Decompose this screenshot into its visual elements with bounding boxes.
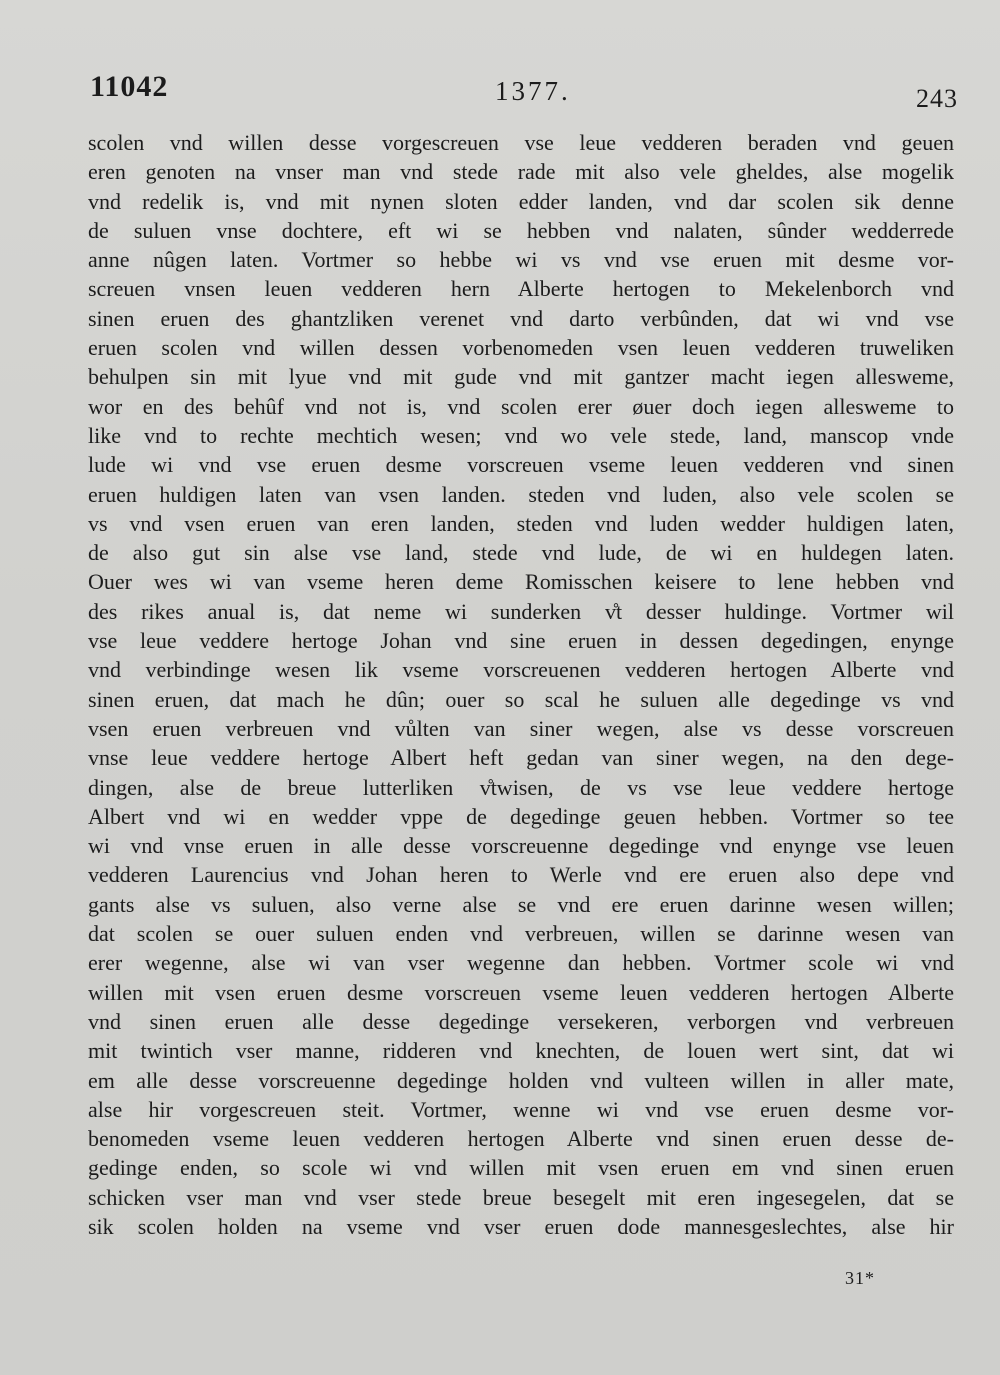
text-line: wi vnd vnse eruen in alle desse vorscreuenne degedinge vnd enynge vse leuen — [88, 833, 954, 859]
page-number: 243 — [916, 84, 958, 113]
text-line: sinen eruen, dat mach he dûn; ouer so scal he suluen alle degedinge vs vnd — [88, 686, 954, 712]
text-line: vnse leue veddere hertoge Albert heft gedan van siner wegen, na den dege- — [88, 745, 954, 771]
document-number: 11042 — [90, 70, 169, 103]
text-line: dingen, alse de breue lutterliken v̊twisen, de vs vse leue veddere hertoge — [88, 774, 954, 800]
text-line: em alle desse vorscreuenne degedinge holden vnd vulteen willen in aller mate, — [88, 1067, 954, 1093]
text-line: dat scolen se ouer suluen enden vnd verbreuen, willen se darinne wesen van — [88, 921, 954, 947]
text-line: vedderen Laurencius vnd Johan heren to Werle vnd ere eruen also depe vnd — [88, 862, 954, 888]
text-line: erer wegenne, alse wi van vser wegenne dan hebben. Vortmer scole wi vnd — [88, 950, 954, 976]
text-line: vnd sinen eruen alle desse degedinge versekeren, verborgen vnd verbreuen — [88, 1008, 954, 1034]
text-line: vnd verbindinge wesen lik vseme vorscreuenen vedderen hertogen Alberte vnd — [88, 657, 954, 683]
text-line: vnd redelik is, vnd mit nynen sloten edder landen, vnd dar scolen sik denne — [88, 188, 954, 214]
text-line: eruen huldigen laten van vsen landen. steden vnd luden, also vele scolen se — [88, 481, 954, 507]
text-line: sinen eruen des ghantzliken verenet vnd darto verbûnden, dat wi vnd vse — [88, 305, 954, 331]
text-line: screuen vnsen leuen vedderen hern Alberte hertogen to Mekelenborch vnd — [88, 276, 954, 302]
text-line: vse leue veddere hertoge Johan vnd sine eruen in dessen degedingen, enynge — [88, 628, 954, 654]
text-line: gants alse vs suluen, also verne alse se vnd ere eruen darinne wesen willen; — [88, 891, 954, 917]
text-line: like vnd to rechte mechtich wesen; vnd wo vele stede, land, manscop vnde — [88, 422, 954, 448]
text-line: lude wi vnd vse eruen desme vorscreuen vseme leuen vedderen vnd sinen — [88, 452, 954, 478]
text-line: Ouer wes wi van vseme heren deme Romisschen keisere to lene hebben vnd — [88, 569, 954, 595]
document-year: 1377. — [495, 76, 571, 106]
text-line: vs vnd vsen eruen van eren landen, steden vnd luden wedder huldigen laten, — [88, 510, 954, 536]
text-line: Albert vnd wi en wedder vppe de degedinge geuen hebben. Vortmer so tee — [88, 803, 954, 829]
text-line: eruen scolen vnd willen dessen vorbenomeden vsen leuen vedderen truweliken — [88, 335, 954, 361]
text-line: de suluen vnse dochtere, eft wi se hebben vnd nalaten, sûnder wedderrede — [88, 217, 954, 243]
text-line: benomeden vseme leuen vedderen hertogen Alberte vnd sinen eruen desse de- — [88, 1126, 954, 1152]
text-line: de also gut sin alse vse land, stede vnd lude, de wi en huldegen laten. — [88, 540, 954, 566]
text-line: schicken vser man vnd vser stede breue besegelt mit eren ingesegelen, dat se — [88, 1184, 954, 1210]
text-line: sik scolen holden na vseme vnd vser eruen dode mannesgeslechtes, alse hir — [88, 1213, 954, 1239]
text-line: des rikes anual is, dat neme wi sunderken v̊t desser huldinge. Vortmer wil — [88, 598, 954, 624]
body-text — [88, 128, 954, 1241]
text-line: vsen eruen verbreuen vnd vůlten van siner wegen, alse vs desse vorscreuen — [88, 715, 954, 741]
text-line: anne nûgen laten. Vortmer so hebbe wi vs vnd vse eruen mit desme vor- — [88, 247, 954, 273]
text-line: mit twintich vser manne, ridderen vnd knechten, de louen wert sint, dat wi — [88, 1038, 954, 1064]
text-line: eren genoten na vnser man vnd stede rade mit also vele gheldes, alse mogelik — [88, 159, 954, 185]
text-line: alse hir vorgescreuen steit. Vortmer, wenne wi vnd vse eruen desme vor- — [88, 1096, 954, 1122]
text-line: behulpen sin mit lyue vnd mit gude vnd mit gantzer macht iegen allesweme, — [88, 364, 954, 390]
text-line: scolen vnd willen desse vorgescreuen vse leue vedderen beraden vnd geuen — [88, 130, 954, 155]
text-line: willen mit vsen eruen desme vorscreuen vseme leuen vedderen hertogen Alberte — [88, 979, 954, 1005]
page-header — [90, 70, 958, 113]
signature-mark: 31* — [845, 1268, 875, 1288]
text-line: gedinge enden, so scole wi vnd willen mit vsen eruen em vnd sinen eruen — [88, 1155, 954, 1181]
text-line: wor en des behûf vnd not is, vnd scolen erer øuer doch iegen allesweme to — [88, 393, 954, 419]
